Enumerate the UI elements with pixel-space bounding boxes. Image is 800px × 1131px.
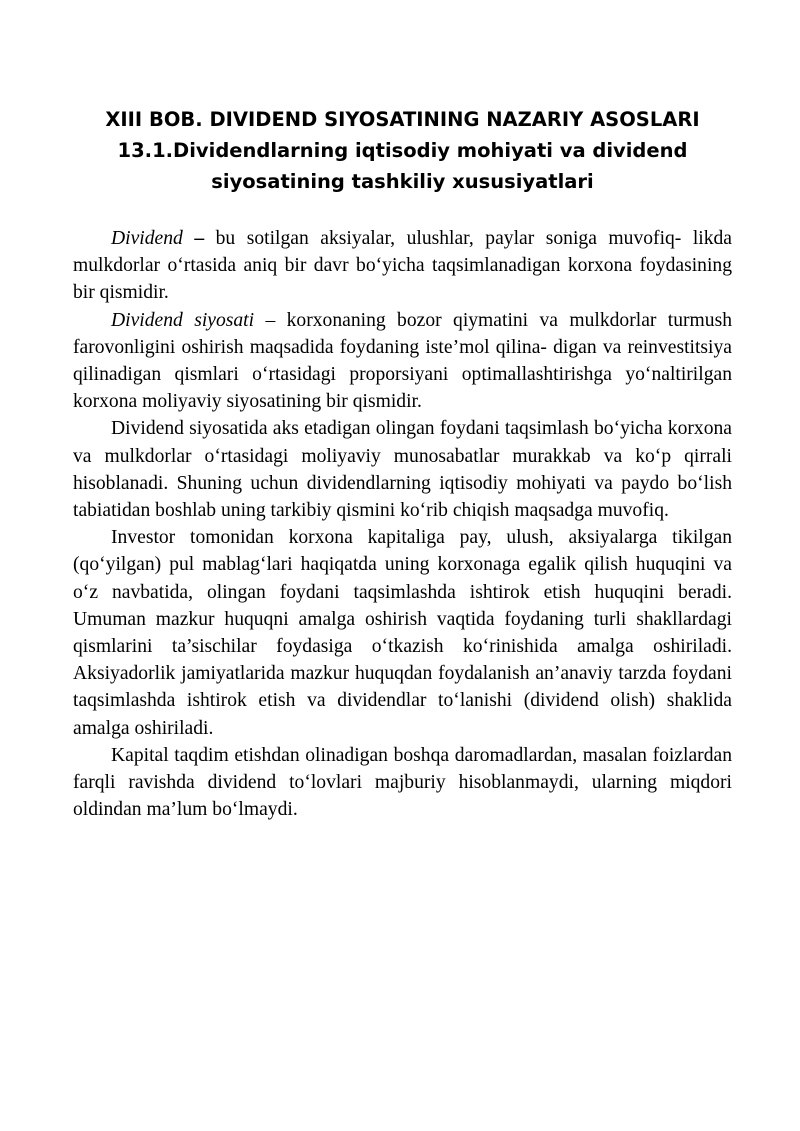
chapter-title: XIII BOB. DIVIDEND SIYOSATINING NAZARIY ASOSLARI (105, 108, 700, 131)
definition-text: bu sotilgan aksiyalar, ulushlar, paylar soniga muvofiq- likda mulkdorlar o‘rtasida aniq bir davr bo‘yicha taqsimlanadigan korxona foydasining bir qismidir. (73, 228, 733, 304)
definition-dash: – (182, 228, 216, 249)
heading-block (73, 104, 732, 197)
paragraph-investor-rights: Investor tomonidan korxona kapitaliga pay, ulush, aksiyalarga tikilgan (qo‘yilgan) pul mablag‘lari haqiqatda uning korxonaga egalik qilish huquqini va o‘z navbatida, olingan foydani taqsimlashda ishtirok etish huquqini beradi. Umuman mazkur huquqni amalga oshirish vaqtida foydaning turli shakllardagi qismlarini ta’sischilar foydasiga o‘tkazish ko‘rinishida amalga oshiriladi. Aksiyadorlik jamiyatlarida mazkur huquqdan foydalanish an’anaviy tarzda foydani taqsimlashda ishtirok etish va dividendlar to‘lanishi (dividend olish) shaklida amalga oshiriladi. (73, 527, 732, 739)
paragraph-dividend-policy-definition (73, 307, 732, 416)
definition-dash: – (254, 309, 287, 331)
section-title-line-1: 13.1.Dividendlarning iqtisodiy mohiyati va dividend (117, 139, 688, 162)
term-dividend: Dividend (111, 228, 183, 249)
paragraph-dividend-definition (73, 225, 732, 307)
document-page (73, 104, 732, 823)
section-title-line-2: siyosatining tashkiliy xususiyatlari (211, 170, 594, 193)
definition-text: korxonaning bozor qiymatini va mulkdorlar turmush farovonligini oshirish maqsadida foydaning iste’mol qilina- digan va reinvestitsiya qilinadigan qismlari o‘rtasidagi proporsiyani optimallashtirishga yo‘naltirilgan korxona moliyaviy siyosatining bir qismidir. (73, 309, 733, 413)
term-dividend-policy: Dividend siyosati (111, 309, 255, 331)
paragraph-dividend-payments: Kapital taqdim etishdan olinadigan boshqa daromadlardan, masalan foizlardan farqli ravishda dividend to‘lovlari majburiy hisoblanmaydi, ularning miqdori oldindan ma’lum bo‘lmaydi. (73, 744, 732, 821)
paragraph-financial-relations: Dividend siyosatida aks etadigan olingan foydani taqsimlash bo‘yicha korxona va mulkdorlar o‘rtasidagi moliyaviy munosabatlar murakkab va ko‘p qirrali hisoblanadi. Shuning uchun dividendlarning iqtisodiy mohiyati va paydo bo‘lish tabiatidan boshlab uning tarkibiy qismini ko‘rib chiqish maqsadga muvofiq. (73, 418, 732, 522)
